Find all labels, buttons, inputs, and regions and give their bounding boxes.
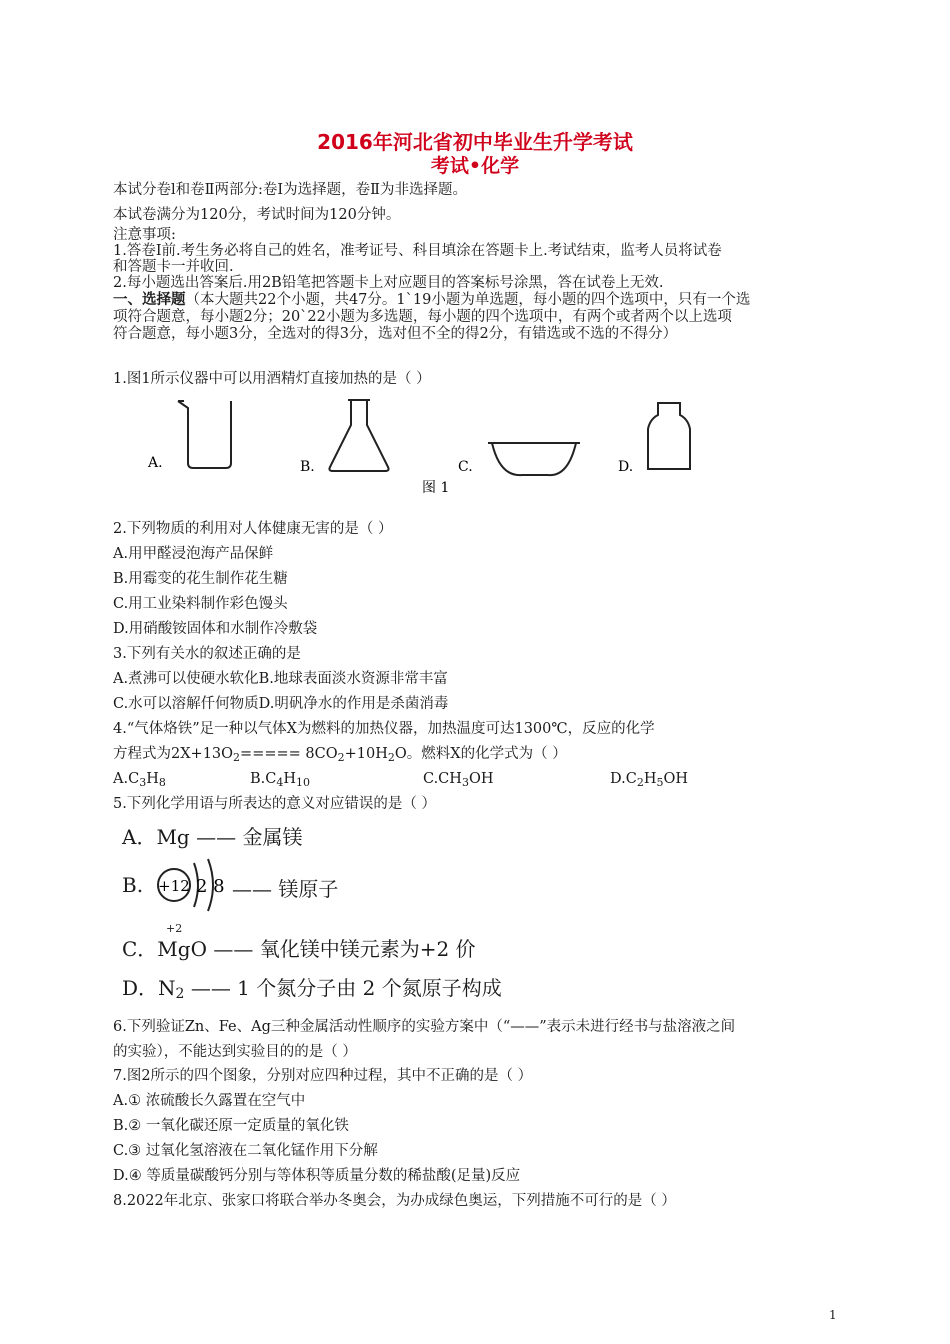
- page-title: 2016年河北省初中毕业生升学考试: [317, 130, 633, 154]
- figure-1-apparatus: [140, 395, 720, 500]
- q7-option-d: D.④ 等质量碳酸钙分别与等体积等质量分数的稀盐酸(足量)反应: [113, 1168, 521, 1184]
- section-header: [113, 291, 750, 309]
- reagent-bottle-icon: [648, 403, 690, 469]
- q4-option-d: $D.C_2H_5OH$: [610, 771, 689, 789]
- q4-option-a: $A.C_3H_8$: [113, 771, 166, 789]
- q5-option-d: D．$N_2$ —— 1 个氮分子由 2 个氮原子构成: [122, 976, 502, 1002]
- q5-option-b-meaning: —— 镁原子: [232, 877, 339, 901]
- q5-valence-mark: +2: [166, 922, 183, 935]
- q4-option-c: $C.CH_3OH$: [423, 771, 494, 789]
- q1-label-b: B.: [300, 459, 315, 475]
- note-1a: 1.答卷Ⅰ前.考生务必将自己的姓名，准考证号、科目填涂在答题卡上.考试结束，监考人员将试卷: [113, 243, 722, 259]
- q3-text: 3.下列有关水的叙述正确的是: [113, 646, 301, 662]
- q1-label-a: A.: [148, 455, 163, 471]
- beaker-icon: [178, 401, 231, 468]
- q4-line-2: 方程式为$2X+13O_2===== 8CO_2+10H_2O$。燃料X的化学式为（ ）: [113, 746, 567, 764]
- q7-option-b: B.② 一氧化碳还原一定质量的氧化铁: [113, 1118, 349, 1134]
- q2-option-c: C.用工业染料制作彩色馒头: [113, 596, 288, 612]
- evaporating-dish-icon: [488, 443, 580, 475]
- q2-text: 2.下列物质的利用对人体健康无害的是（ ）: [113, 521, 393, 537]
- figure-1-caption: 图 1: [422, 480, 450, 496]
- section-desc-b: 项符合题意，每小题2分；20`22小题为多选题，每小题的四个选项中，有两个或者两个以上选项: [113, 309, 732, 325]
- electron-shells: 2 8: [196, 876, 225, 897]
- q6-line-2: 的实验），不能达到实验目的的是（ ）: [113, 1044, 357, 1060]
- q4-line-1: 4.“气体烙铁”足一种以气体X为燃料的加热仪器，加热温度可达1300℃，反应的化学: [113, 721, 655, 737]
- q4-option-b: $B.C_4H_{10}$: [250, 771, 311, 789]
- page-number: 1: [829, 1308, 837, 1322]
- section-label: 一、选择题: [113, 291, 186, 308]
- note-2: 2.每小题选出答案后.用2B铅笔把答题卡上对应题目的答案标号涂黑，答在试卷上无效.: [113, 275, 664, 291]
- section-desc-c: 符合题意，每小题3分，全选对的得3分，选对但不全的得2分，有错选或不选的不得分）: [113, 326, 678, 342]
- q2-option-a: A.用甲醛浸泡海产品保鲜: [113, 546, 274, 562]
- section-desc-a: （本大题共22个小题，共47分。1`19小题为单选题，每小题的四个选项中，只有一个选: [185, 292, 751, 308]
- note-1b: 和答题卡一并收回.: [113, 259, 234, 275]
- q2-option-b: B.用霉变的花生制作花生糖: [113, 571, 288, 587]
- intro-line-1: 本试分卷l和卷Ⅱ两部分:卷Ⅰ为选择题，卷Ⅱ为非选择题。: [113, 182, 467, 198]
- q6-line-1: 6.下列验证Zn、Fe、Ag三种金属活动性顺序的实验方案中（“——”表示未进行经书与盐溶液之间: [113, 1019, 736, 1035]
- q5-text: 5.下列化学用语与所表达的意义对应错误的是（ ）: [113, 796, 436, 812]
- q3-options-cd: C.水可以溶解仟何物质D.明矾净水的作用是杀菌消毒: [113, 696, 449, 712]
- q1-text: 1.图1所示仪器中可以用酒精灯直接加热的是（ ）: [113, 371, 431, 387]
- q1-label-d: D.: [618, 459, 634, 475]
- intro-line-2: 本试卷满分为120分，考试时间为120分钟。: [113, 207, 401, 223]
- nucleus-charge: +12: [158, 877, 190, 895]
- q2-option-d: D.用硝酸铵固体和水制作冷敷袋: [113, 621, 318, 637]
- q7-text: 7.图2所示的四个图象，分别对应四种过程，其中不正确的是（ ）: [113, 1068, 533, 1084]
- q7-option-a: A.① 浓硫酸长久露置在空气中: [113, 1093, 306, 1109]
- q7-option-c: C.③ 过氧化氢溶液在二氧化锰作用下分解: [113, 1143, 378, 1159]
- page-subtitle: 考试•化学: [430, 155, 520, 177]
- q5-option-c: C．MgO —— 氧化镁中镁元素为+2 价: [122, 937, 476, 961]
- q5-option-a: A．Mg —— 金属镁: [122, 825, 303, 849]
- conical-flask-icon: [329, 400, 388, 471]
- q3-options-ab: A.煮沸可以使硬水软化B.地球表面淡水资源非常丰富: [113, 671, 448, 687]
- q1-label-c: C.: [458, 459, 473, 475]
- q8-text: 8.2022年北京、张家口将联合举办冬奥会，为办成绿色奥运，下列措施不可行的是（ ）: [113, 1193, 676, 1209]
- q5-option-b-prefix: B.: [122, 873, 144, 897]
- notes-label: 注意事项:: [113, 227, 176, 243]
